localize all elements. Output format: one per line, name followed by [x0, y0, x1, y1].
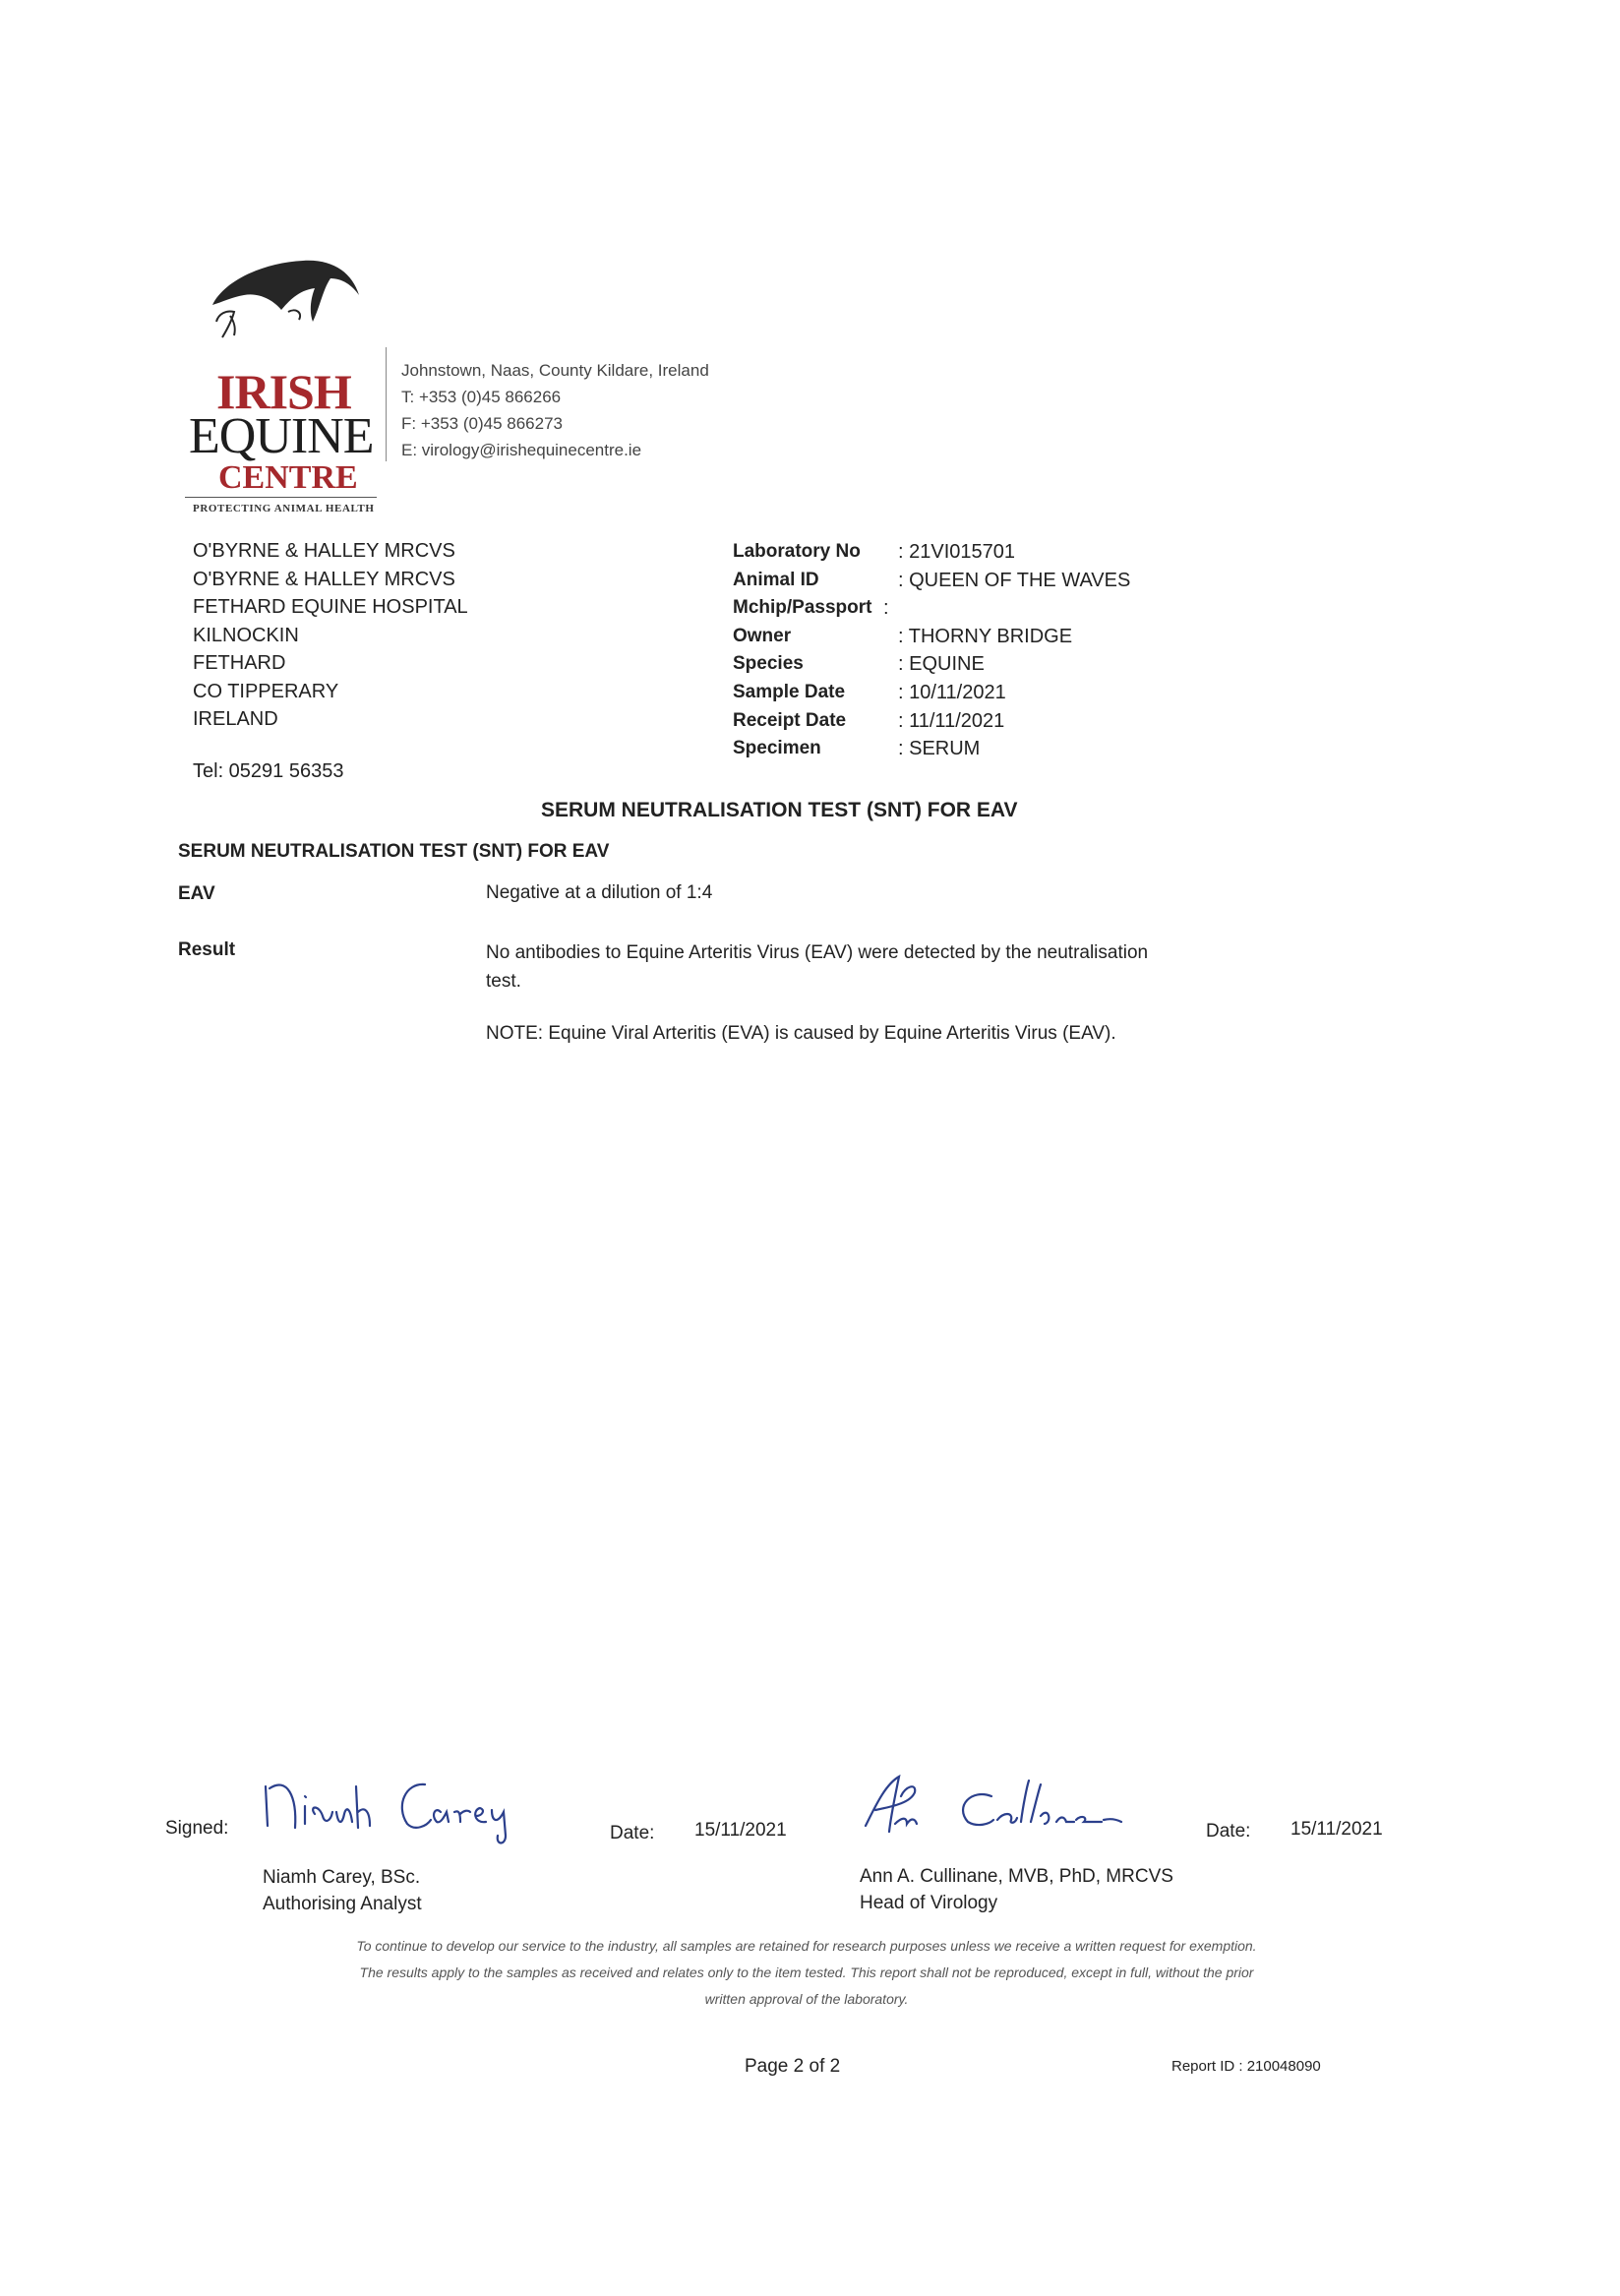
detail-value: : QUEEN OF THE WAVES [898, 569, 1131, 591]
analyst-role: Authorising Analyst [263, 1894, 422, 1914]
disclaimer-line: written approval of the laboratory. [704, 1991, 909, 2007]
test-title-centered: SERUM NEUTRALISATION TEST (SNT) FOR EAV [541, 799, 1018, 821]
logo-divider [185, 497, 377, 498]
irish-equine-centre-logo [185, 251, 391, 516]
sample-details [733, 538, 1130, 763]
detail-row [733, 679, 1130, 707]
result-text: No antibodies to Equine Arteritis Virus (EAV) were detected by the neutralisation test. [486, 942, 1149, 992]
eav-value: Negative at a dilution of 1:4 [486, 882, 713, 903]
detail-label: Species [733, 653, 804, 675]
disclaimer [236, 1933, 1377, 2013]
page-number: Page 2 of 2 [745, 2056, 841, 2077]
detail-row [733, 623, 1130, 651]
detail-row [733, 735, 1130, 763]
detail-value: : EQUINE [898, 653, 985, 676]
analyst-signature [258, 1767, 533, 1845]
test-section-heading: SERUM NEUTRALISATION TEST (SNT) FOR EAV [178, 841, 610, 862]
note-text: NOTE: Equine Viral Arteritis (EVA) is caused by Equine Arteritis Virus (EAV). [486, 1023, 1116, 1044]
detail-row [733, 538, 1130, 567]
detail-label: Animal ID [733, 569, 819, 590]
detail-label: Owner [733, 625, 792, 646]
detail-row [733, 650, 1130, 679]
logo-centre-text: CENTRE [218, 459, 358, 496]
logo-tagline: PROTECTING ANIMAL HEALTH [193, 503, 375, 514]
head-block [860, 1863, 1173, 1916]
analyst-name: Niamh Carey, BSc. [263, 1867, 421, 1888]
detail-label: Sample Date [733, 681, 846, 702]
address-line: KILNOCKIN [193, 624, 299, 646]
detail-value: : THORNY BRIDGE [898, 625, 1073, 647]
detail-label: Specimen [733, 738, 821, 759]
recipient-address [193, 537, 468, 734]
head-date-label: Date: [1206, 1821, 1251, 1842]
analyst-block [263, 1864, 422, 1917]
horse-head-icon [205, 251, 362, 369]
result-label: Result [178, 939, 236, 960]
detail-row [733, 594, 1130, 623]
detail-row [733, 567, 1130, 595]
head-name: Ann A. Cullinane, MVB, PhD, MRCVS [860, 1866, 1173, 1887]
analyst-date-label: Date: [610, 1823, 655, 1843]
contact-phone: T: +353 (0)45 866266 [401, 388, 562, 406]
logo-irish-text: IRISH [216, 364, 351, 419]
header-divider [386, 347, 387, 461]
signed-label: Signed: [165, 1818, 229, 1839]
detail-value: : 11/11/2021 [898, 709, 1005, 732]
contact-address: Johnstown, Naas, County Kildare, Ireland [401, 361, 709, 380]
detail-row [733, 707, 1130, 736]
analyst-date: 15/11/2021 [694, 1820, 787, 1841]
disclaimer-line: To continue to develop our service to the industry, all samples are retained for research purposes unless we receive a written request for exemption. [356, 1938, 1257, 1954]
contact-email[interactable]: E: virology@irishequinecentre.ie [401, 441, 642, 459]
head-date: 15/11/2021 [1290, 1819, 1383, 1840]
logo-equine-text: EQUINE [189, 408, 374, 464]
detail-label: Laboratory No [733, 541, 861, 562]
contact-fax: F: +353 (0)45 866273 [401, 414, 563, 433]
detail-value: : 10/11/2021 [898, 681, 1006, 703]
report-id: Report ID : 210048090 [1171, 2058, 1321, 2075]
head-role: Head of Virology [860, 1893, 998, 1913]
address-line: FETHARD [193, 652, 286, 674]
address-line: IRELAND [193, 708, 278, 730]
detail-label: Receipt Date [733, 709, 847, 731]
address-line: FETHARD EQUINE HOSPITAL [193, 596, 468, 618]
eav-label: EAV [178, 883, 215, 904]
address-line: CO TIPPERARY [193, 680, 339, 702]
detail-value: : 21VI015701 [898, 541, 1015, 563]
contact-block [401, 357, 709, 463]
detail-value: : [883, 597, 889, 620]
recipient-tel: Tel: 05291 56353 [193, 760, 344, 782]
head-signature [856, 1767, 1141, 1845]
address-line: O'BYRNE & HALLEY MRCVS [193, 540, 455, 562]
disclaimer-line: The results apply to the samples as received and relates only to the item tested. This report shall not be reproduced, except in full, without the prior [359, 1964, 1254, 1980]
detail-value: : SERUM [898, 738, 981, 760]
address-line: O'BYRNE & HALLEY MRCVS [193, 568, 455, 590]
detail-label: Mchip/Passport [733, 597, 872, 619]
